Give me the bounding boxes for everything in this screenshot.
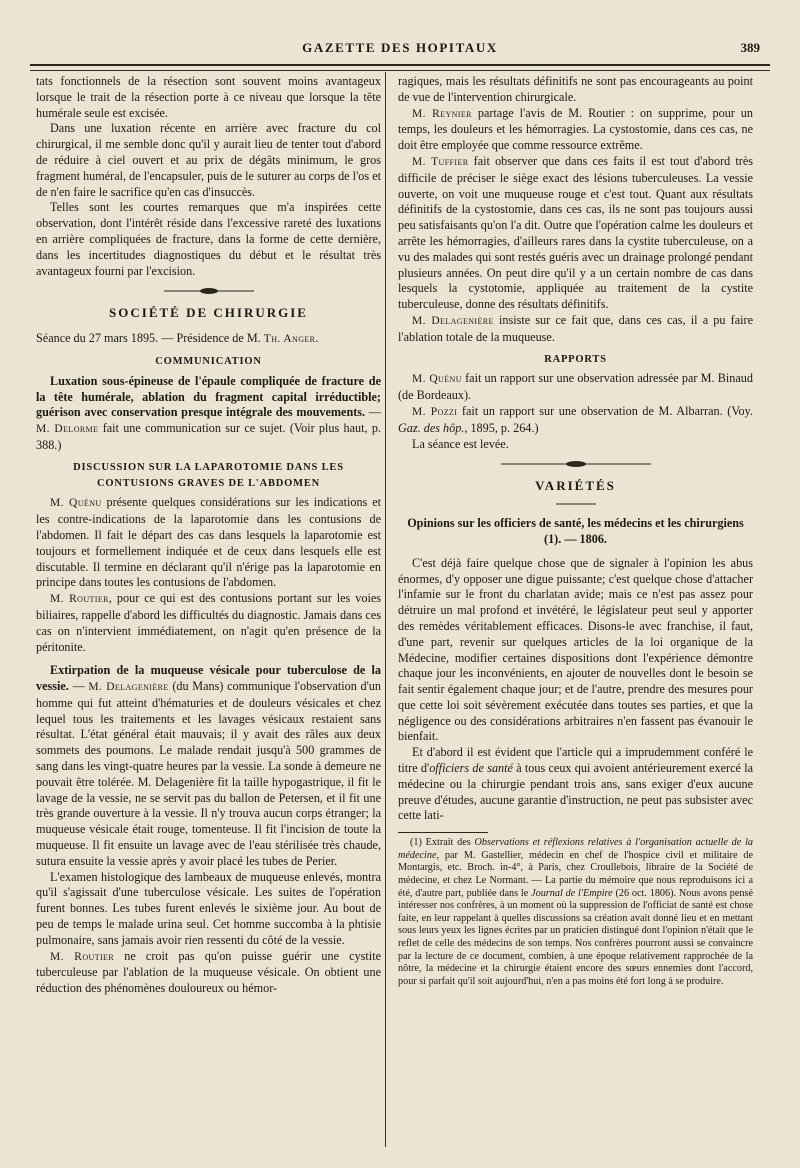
page-number: 389 [740,40,760,55]
paragraph: La séance est levée. [412,436,509,451]
discussion-heading: DISCUSSION SUR LA LAPAROTOMIE DANS LES CONTUSIONS GRAVES DE L'ABDOMEN [73,461,344,489]
left-column [36,74,381,997]
author-name: M. Delorme [36,423,99,436]
author-name: M. Quénu [50,497,102,510]
article-paragraph [36,374,381,454]
author-name: M. Delagenière [88,681,169,694]
article-text: fait une communication sur ce sujet. (Voir plus haut, p. 388.) [36,421,381,452]
paragraph: Dans une luxation récente en arrière avec fracture du col chirurgical, il me semble donc qu'il y aurait lieu de tenter tout d'abord de réduire à ciel ouvert et au prix de dégâts minimum, le gros fragment huméral, de l'encapsuler, puis de le suturer au corps de l'os et de n'en faire le sacrifice qu'en cas d'insuccès. [36,121,381,199]
paragraph [36,591,381,655]
heading-underline [556,502,596,506]
paragraph [398,154,753,313]
paragraph-text: à tous ceux qui avoient antérieurement exercé la médecine ou la chirurgie pendant trois ans, sans exiger d'eux aucune preuve d'études, aucune garantie d'instruction, ne peut pas subsister avec cette lati- [398,761,754,823]
seance-end: . [315,331,319,346]
running-title: GAZETTE DES HOPITAUX [302,40,498,55]
footnote-text: , par M. Gastellier, médecin en chef de l'hospice civil et militaire de Montargis, etc. Broch. in-4°, à Paris, chez Croullebois, libraire de la Société de médecine, et chez Le Normant. — La partie du mémoire que nous reproduisons ici a été, d'autre part, publiée dans le [398,849,753,899]
paragraph [398,106,753,154]
separator-ornament [501,460,651,468]
author-name: M. Delagenière [412,314,494,327]
dash: — [68,679,89,694]
paragraph-text: partage l'avis de M. Routier : on supprime, pour un temps, les douleurs et les hémorragies. La cystostomie, dans ces cas, ne doit être employée que comme ressource extrême. [398,105,753,153]
paragraph [398,371,753,404]
paragraph: tats fonctionnels de la résection sont souvent moins avantageux lorsque le trait de la résection porte à ce niveau que lorsque la tête humérale seule est excisée. [36,74,381,120]
header-rule [30,64,770,66]
footnote-paragraph [398,837,753,988]
paragraph: C'est déjà faire quelque chose que de signaler à l'opinion les abus énormes, d'y opposer une digue puissante; c'est quelque chose d'attacher l'infamie sur le front du charlatan avide; mais ce n'est pas assez pour détruire un mal profond et invétéré, le législateur peut seul y apporter des remèdes véritablement efficaces. Disons-le avec franchise, il faut, d'une part, revenir sur quelques articles de la loi organique de la Médecine, modifier certaines dispositions dont l'expérience démontre chaque jour les inconvénients, en ajouter de nouvelles dont le besoin se fait sentir également chaque jour; et de l'autre, prendre des mesures pour que cette loi soit sévèrement exécutée dans toutes ses parties, et que la négligence ou des considérations arbitraires n'en fassent pas évanouir le bienfait. [398,555,753,744]
footnote-rule [398,832,488,833]
paragraph [398,745,753,824]
paragraph-text: fait un rapport sur une observation de M. Albarran. (Voy. [457,403,753,418]
article-paragraph [36,663,381,869]
page-header [30,40,770,60]
paragraph-text: , pour ce qui est des contusions portant sur les voies biliaires, rappelle d'abord les difficultés du diagnostic. Jamais dans ces cas on n'intervient immédiatement, on n'agit qu'en présence de la péritonite. [36,591,381,654]
footnote-text: (26 oct. 1806). Nous avons pensé intéresser nos confrères, à un moment où la suppression de l'officiat de santé est chose faite, en leur rappelant à quelles discussions sa création avait donné lieu et en mettant sous leurs yeux les lignes écrites par un praticien distingué dont l'opinion n'était que le reflet de celle des médecins de son temps. Nos confrères pourront aussi se convaincre par la lecture de ce document, combien, à une époque relativement rapprochée de la nôtre, la médecine et la chirurgie étaient encore des sœurs ennemies dont l'accord, pour si parfait qu'il soit aujourd'hui, n'en a pas moins été fort long à se produire. [398,887,753,987]
paragraph-text: ne croit pas qu'on puisse guérir une cystite tuberculeuse par l'ablation de la muqueuse vésicale. On obtient une réduction des phénomènes douloureux ou hémor- [36,948,381,996]
president-name: Th. Anger [263,333,316,346]
author-name: M. Routier [50,950,115,963]
footnote [398,837,753,988]
varietes-heading: VARIÉTÉS [535,478,616,494]
paragraph: L'examen histologique des lambeaux de muqueuse enlevés, montra qu'il s'agissait d'une tuberculose vésicale. Les suites de l'opération furent bonnes. Les tubes furent enlevés le sixième jour. Au bout de peu de temps le malade urina seul. Cet homme succomba à la phtisie pulmonaire, sans jamais avoir rien ressenti du côté de la vessie. [36,869,381,947]
paragraph-text: , 1895, p. 264.) [464,420,539,435]
rapports-heading: RAPPORTS [544,353,607,365]
article-title: Luxation sous-épineuse de l'épaule compliquée de fracture de la tête humérale, ablation du fragment capital irréductible; guérison avec conservation presque intégrale des mouvements. [36,373,381,420]
author-name: M. Quénu [412,373,462,386]
right-column [398,74,753,988]
communication-heading: COMMUNICATION [155,355,262,367]
paragraph [36,949,381,997]
paragraph-text: fait un rapport sur une observation adressée par M. Binaud (de Bordeaux). [398,371,753,403]
citation: Gaz. des hôp. [398,420,465,435]
paragraph [398,313,753,346]
paragraph-text: présente quelques considérations sur les indications et les contre-indications de la laparotomie dans les contusions de l'abdomen. Il fait le départ des cas dans lesquels la laparotomie est toujours et formellement indiquée et de ceux dans lesquels elle est discutable. Il termine en déclarant qu'il n'érige pas la laparotomie en principe dans toutes les contusions de l'abdomen. [36,495,381,590]
article-title: Extirpation de la muqueuse vésicale pour tuberculose de la vessie. [36,663,381,694]
seance-text: Séance du 27 mars 1895. — Présidence de M. [36,331,264,346]
footnote-title: Observations et réflexions relatives à l'organisation actuelle de la médecine [398,837,753,861]
paragraph: ragiques, mais les résultats définitifs ne sont pas encourageants au point de vue de l'intervention chirurgicale. [398,74,753,104]
column-divider [385,72,386,1147]
separator-ornament [164,287,254,295]
dash: — [365,405,381,420]
footnote-journal: Journal de l'Empire [531,887,613,899]
emphasis: officiers de santé [429,761,513,776]
footnote-text: (1) Extrait des [410,837,475,849]
paragraph: Telles sont les courtes remarques que m'a inspirées cette observation, dont l'intérêt réside dans l'excessive rareté des luxations en arrière compliquées de fracture, dans la forme de cette dernière, dans les incertitudes diagnostiques du début et le résultat très avantageux fourni par l'excision. [36,200,381,278]
author-name: M. Routier [50,593,109,606]
paragraph [36,495,381,591]
variety-title: Opinions sur les officiers de santé, les médecins et les chirurgiens (1). — 1806. [407,516,744,546]
paragraph-text: insiste sur ce fait que, dans ces cas, il a pu faire l'ablation totale de la muqueuse. [398,312,753,344]
author-name: M. Reynier [412,107,472,120]
author-name: M. Pozzi [412,405,458,418]
paragraph-text: Et d'abord il est évident que l'article qui a imprudemment conféré le titre d' [398,745,753,776]
paragraph [398,404,753,437]
header-rule-thin [30,70,770,71]
article-text: (du Mans) communique l'observation d'un homme qui fut atteint d'hématuries et de douleurs vésicales et chez lequel tous les traitements et les lavages vésicaux restaient sans résultat. L'état général était mauvais; il y avait des râles aux deux sommets des poumons. Le malade rendait jusqu'à 500 grammes de sang dans les vingt-quatre heures par la vessie. La sonde à demeure ne pouvait être tolérée. M. Delagenière fit la taille hypogastrique, il fit le lavage de la vessie, ne se servit pas du ballon de Petersen, et il fit une très grande ouverture à la vessie. Il n'y trouva aucun corps étranger; la muqueuse vésicale était rouge, tomenteuse. Il fit l'incision de toute la muqueuse. Il fit ensuite un lavage avec de l'eau stérilisée très chaude, sutura ensuite la vessie après y avoir placé les tubes de Perier. [36,679,381,868]
section-heading: SOCIÉTÉ DE CHIRURGIE [109,305,308,321]
paragraph-text: fait observer que dans ces faits il est tout d'abord très difficile de préciser le siège exact des lésions tuberculeuses. La vessie ouverte, on voit une muqueuse rouge et c'est tout. Quant aux résultats définitifs de la cystostomie, dans ces cas, ils ne sont pas toujours aussi peu satisfaisants qu'on l'a dit. Outre que l'opération calme les douleurs et arrête les hémorragies, d'ailleurs rares dans la cystite tuberculeuse, on a vu des malades qui sont restés guéris avec un drainage prolongé pendant plusieurs années. On peut dire qu'il y a un certain nombre de cas dans lesquels la cystotomie, appliquée au traitement de la cystite tuberculeuse, donne des résultats définitifs. [398,153,753,312]
seance-line [36,331,381,348]
author-name: M. Tuffier [412,155,469,168]
spacer [36,655,381,663]
